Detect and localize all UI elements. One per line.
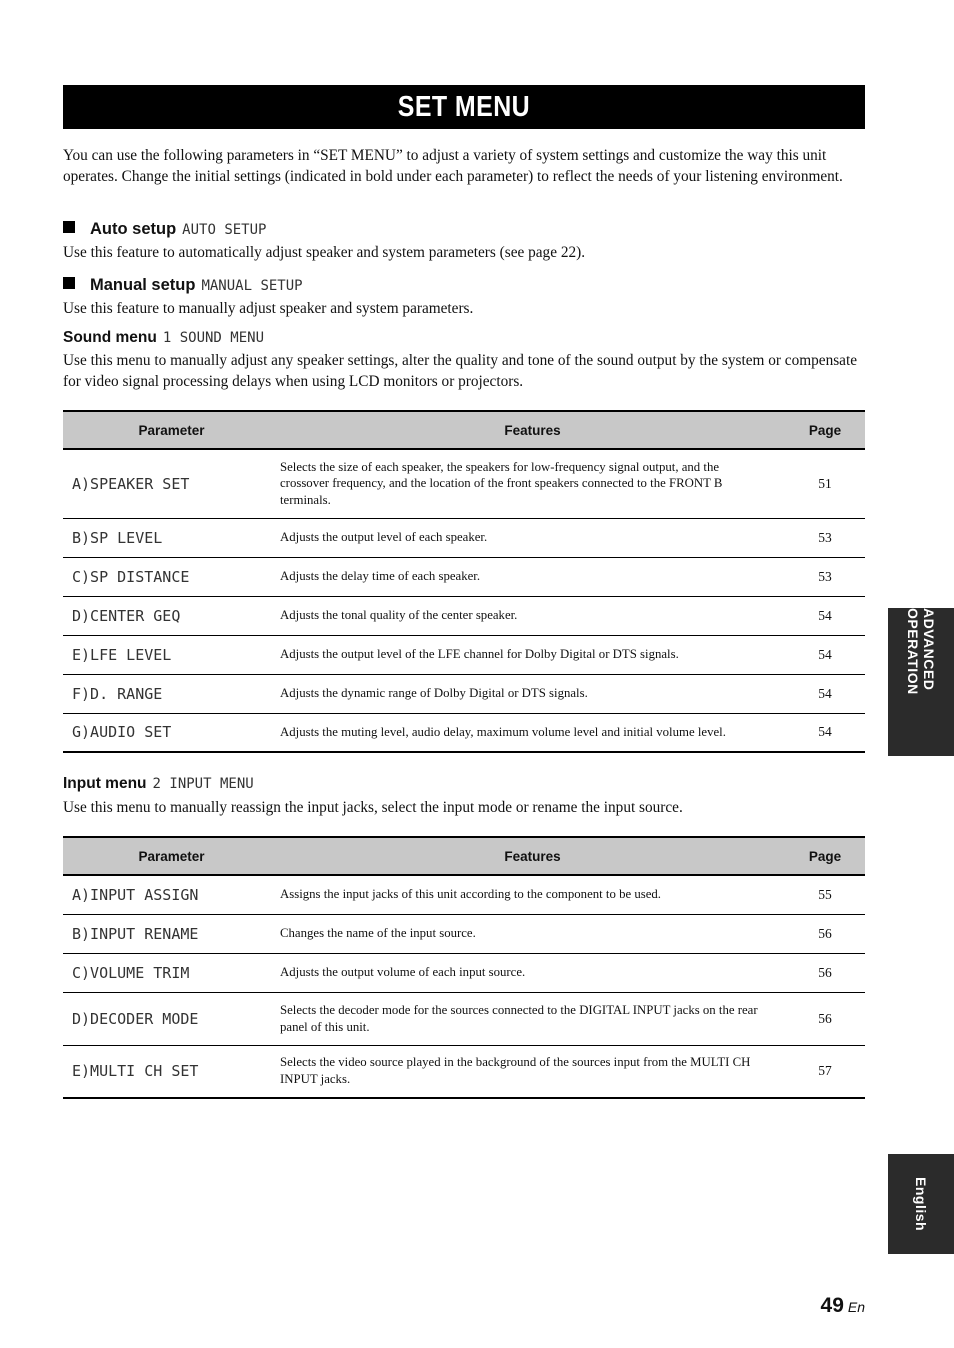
- page-title: SET MENU: [397, 90, 531, 123]
- table-row: [63, 875, 865, 914]
- page-reference: 56: [785, 992, 865, 1045]
- feature-description: Adjusts the tonal quality of the center speaker.: [280, 596, 785, 635]
- parameter-name: C)VOLUME TRIM: [63, 953, 280, 992]
- column-header-page: Page: [785, 837, 865, 875]
- feature-description: Adjusts the output level of each speaker.: [280, 518, 785, 557]
- feature-description: Selects the size of each speaker, the speakers for low-frequency signal output, and the crossover frequency, and the location of the front speakers connected to the FRONT B terminals.: [280, 449, 785, 518]
- page-reference: 51: [785, 449, 865, 518]
- table-row: [63, 557, 865, 596]
- page-reference: 53: [785, 518, 865, 557]
- table-row: [63, 674, 865, 713]
- page-number: [821, 1294, 865, 1318]
- auto-setup-heading: Auto setup AUTO SETUP: [63, 220, 266, 239]
- sound-menu-heading: Sound menu 1 SOUND MENU: [63, 329, 265, 346]
- parameter-name: D)CENTER GEQ: [63, 596, 280, 635]
- table-header-row: [63, 837, 865, 875]
- feature-description: Adjusts the muting level, audio delay, maximum volume level and initial volume level.: [280, 713, 785, 752]
- page-reference: 57: [785, 1045, 865, 1098]
- feature-description: Adjusts the output volume of each input source.: [280, 953, 785, 992]
- page-language-suffix: En: [847, 1299, 865, 1315]
- table-row: [63, 953, 865, 992]
- parameter-name: A)SPEAKER SET: [63, 449, 280, 518]
- english-label: English: [913, 1176, 929, 1232]
- page-reference: 54: [785, 596, 865, 635]
- page-reference: 55: [785, 875, 865, 914]
- column-header-parameter: Parameter: [63, 837, 280, 875]
- feature-description: Selects the video source played in the background of the sources input from the MULTI CH INPUT jacks.: [280, 1045, 785, 1098]
- page-reference: 53: [785, 557, 865, 596]
- page-title-bar: [63, 85, 865, 129]
- column-header-features: Features: [280, 411, 785, 449]
- feature-description: Adjusts the dynamic range of Dolby Digital or DTS signals.: [280, 674, 785, 713]
- parameter-name: E)LFE LEVEL: [63, 635, 280, 674]
- sound-menu-text: Use this menu to manually adjust any speaker settings, alter the quality and tone of the sound output by the system or compensate for video signal processing delays when using LCD monitors or projectors.: [63, 352, 857, 390]
- page-reference: 54: [785, 713, 865, 752]
- auto-setup-text: Use this feature to automatically adjust speaker and system parameters (see page 22).: [63, 244, 586, 261]
- input-menu-display: 2 INPUT MENU: [152, 776, 254, 792]
- square-bullet-icon: [63, 277, 75, 289]
- table-row: [63, 449, 865, 518]
- input-menu-table: [63, 836, 865, 1099]
- parameter-name: G)AUDIO SET: [63, 713, 280, 752]
- parameter-name: B)INPUT RENAME: [63, 914, 280, 953]
- column-header-features: Features: [280, 837, 785, 875]
- auto-setup-display: AUTO SETUP: [182, 222, 267, 238]
- english-tab: [888, 1154, 954, 1254]
- table-header-row: [63, 411, 865, 449]
- parameter-name: B)SP LEVEL: [63, 518, 280, 557]
- table-row: [63, 596, 865, 635]
- square-bullet-icon: [63, 221, 75, 233]
- sound-menu-display: 1 SOUND MENU: [162, 330, 265, 346]
- advanced-operation-tab: [888, 608, 954, 756]
- feature-description: Adjusts the delay time of each speaker.: [280, 557, 785, 596]
- feature-description: Changes the name of the input source.: [280, 914, 785, 953]
- table-row: [63, 635, 865, 674]
- sound-menu-table: [63, 410, 865, 753]
- manual-setup-display: MANUAL SETUP: [201, 278, 303, 294]
- feature-description: Adjusts the output level of the LFE channel for Dolby Digital or DTS signals.: [280, 635, 785, 674]
- parameter-name: A)INPUT ASSIGN: [63, 875, 280, 914]
- page-reference: 54: [785, 635, 865, 674]
- manual-setup-text: Use this feature to manually adjust speaker and system parameters.: [63, 300, 474, 317]
- table-row: [63, 914, 865, 953]
- input-menu-heading: Input menu 2 INPUT MENU: [63, 775, 254, 792]
- page-reference: 56: [785, 953, 865, 992]
- intro-paragraph: You can use the following parameters in “SET MENU” to adjust a variety of system settings and customize the way this unit operates. Change the initial settings (indicated in bold under each parameter) to reflect the needs of your listening environment.: [63, 147, 843, 185]
- parameter-name: F)D. RANGE: [63, 674, 280, 713]
- column-header-page: Page: [785, 411, 865, 449]
- page-reference: 56: [785, 914, 865, 953]
- manual-setup-heading: Manual setup MANUAL SETUP: [63, 276, 303, 295]
- parameter-name: E)MULTI CH SET: [63, 1045, 280, 1098]
- parameter-name: C)SP DISTANCE: [63, 557, 280, 596]
- page-number-value: 49: [820, 1294, 844, 1317]
- table-row: [63, 713, 865, 752]
- input-menu-text: Use this menu to manually reassign the input jacks, select the input mode or rename the input source.: [63, 799, 683, 816]
- column-header-parameter: Parameter: [63, 411, 280, 449]
- parameter-name: D)DECODER MODE: [63, 992, 280, 1045]
- table-row: [63, 992, 865, 1045]
- feature-description: Assigns the input jacks of this unit according to the component to be used.: [280, 875, 785, 914]
- table-row: [63, 518, 865, 557]
- table-row: [63, 1045, 865, 1098]
- feature-description: Selects the decoder mode for the sources connected to the DIGITAL INPUT jacks on the rear panel of this unit.: [280, 992, 785, 1045]
- advanced-operation-label: ADVANCED OPERATION: [905, 608, 937, 695]
- page-reference: 54: [785, 674, 865, 713]
